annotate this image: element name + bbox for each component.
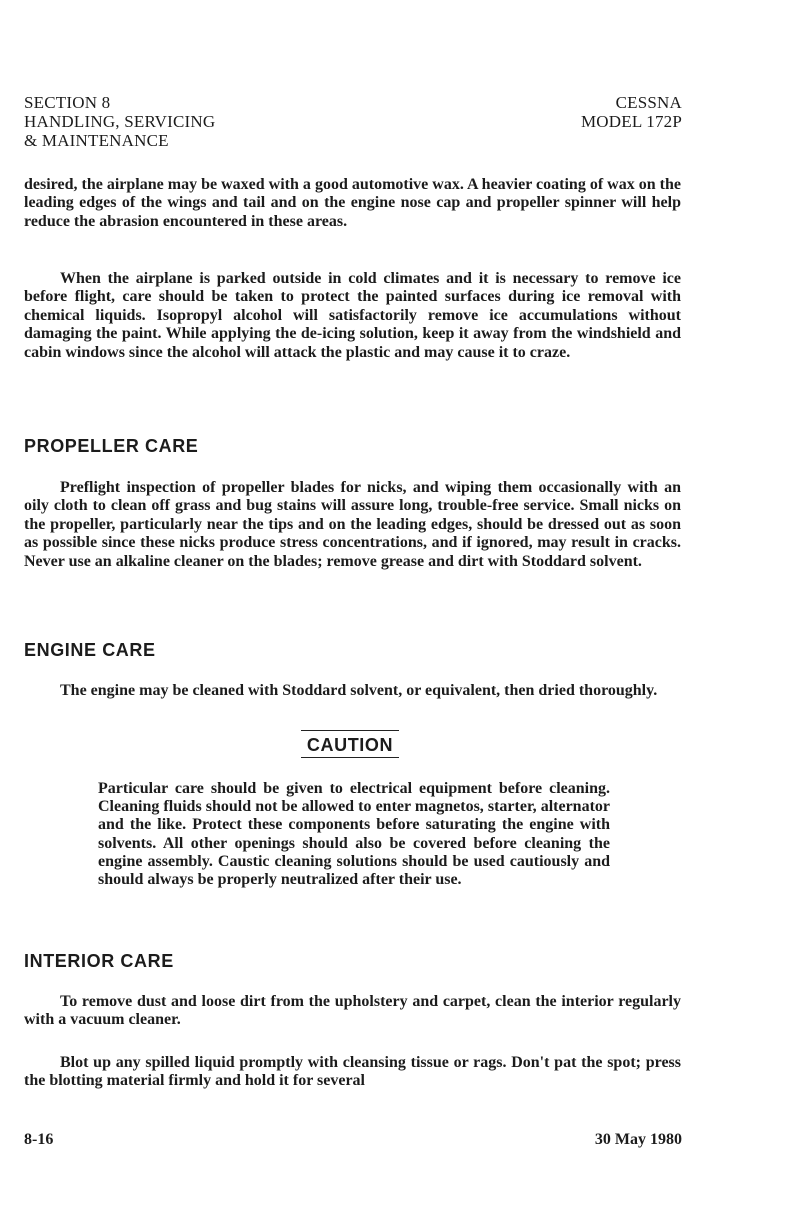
revision-date: 30 May 1980 xyxy=(594,1131,682,1148)
section-title-line1: HANDLING, SERVICING xyxy=(24,112,216,131)
paragraph-ice-removal: When the airplane is parked outside in cold climates and it is necessary to remove ice before flight, care should be taken to protect the painted surfaces during ice removal with chemical liquids. Isopropyl alcohol will satisfactorily remove ice accumulations without damaging the paint. While applying the de-icing solution, keep it away from the windshield and cabin windows since the alcohol will attack the plastic and may cause it to craze. xyxy=(24,270,681,361)
paragraph-propeller-care: Preflight inspection of propeller blades for nicks, and wiping them occasionally with an oily cloth to clean off grass and bug stains will assure long, trouble-free service. Small nicks on the propeller, particularly near the tips and on the leading edges, should be dressed out as soon as possible since these nicks produce stress concentrations, and if ignored, may result in cracks. Never use an alkaline cleaner on the blades; remove grease and dirt with Stoddard solvent. xyxy=(24,479,681,570)
caution-box xyxy=(0,730,700,758)
section-title-line2: & MAINTENANCE xyxy=(24,131,169,150)
caution-text: Particular care should be given to electrical equipment before cleaning. Cleaning fluids should not be allowed to enter magnetos, starter, alternator and the like. Protect these components before saturating the engine with solvents. All other openings should also be covered before cleaning the engine assembly. Caustic cleaning solutions should be used cautiously and should always be properly neutralized after their use. xyxy=(98,780,610,889)
page-number: 8-16 xyxy=(24,1131,54,1148)
paragraph-engine-care: The engine may be cleaned with Stoddard solvent, or equivalent, then dried thoroughly. xyxy=(60,682,658,699)
heading-propeller-care: PROPELLER CARE xyxy=(24,436,199,456)
section-header xyxy=(24,93,215,150)
heading-engine-care: ENGINE CARE xyxy=(24,640,156,660)
caution-title: CAUTION xyxy=(301,730,399,758)
section-number: SECTION 8 xyxy=(24,93,111,112)
paragraph-interior-vacuum: To remove dust and loose dirt from the upholstery and carpet, clean the interior regularly with a vacuum cleaner. xyxy=(24,993,681,1029)
paragraph-wax: desired, the airplane may be waxed with a good automotive wax. A heavier coating of wax on the leading edges of the wings and tail and on the engine nose cap and propeller spinner will help reduce the abrasion encountered in these areas. xyxy=(24,176,681,230)
paragraph-interior-blot: Blot up any spilled liquid promptly with cleansing tissue or rags. Don't pat the spot; press the blotting material firmly and hold it for several xyxy=(24,1054,681,1090)
model-header xyxy=(581,93,682,131)
manufacturer-name: CESSNA xyxy=(615,93,682,112)
model-name: MODEL 172P xyxy=(580,112,682,131)
heading-interior-care: INTERIOR CARE xyxy=(24,951,174,971)
